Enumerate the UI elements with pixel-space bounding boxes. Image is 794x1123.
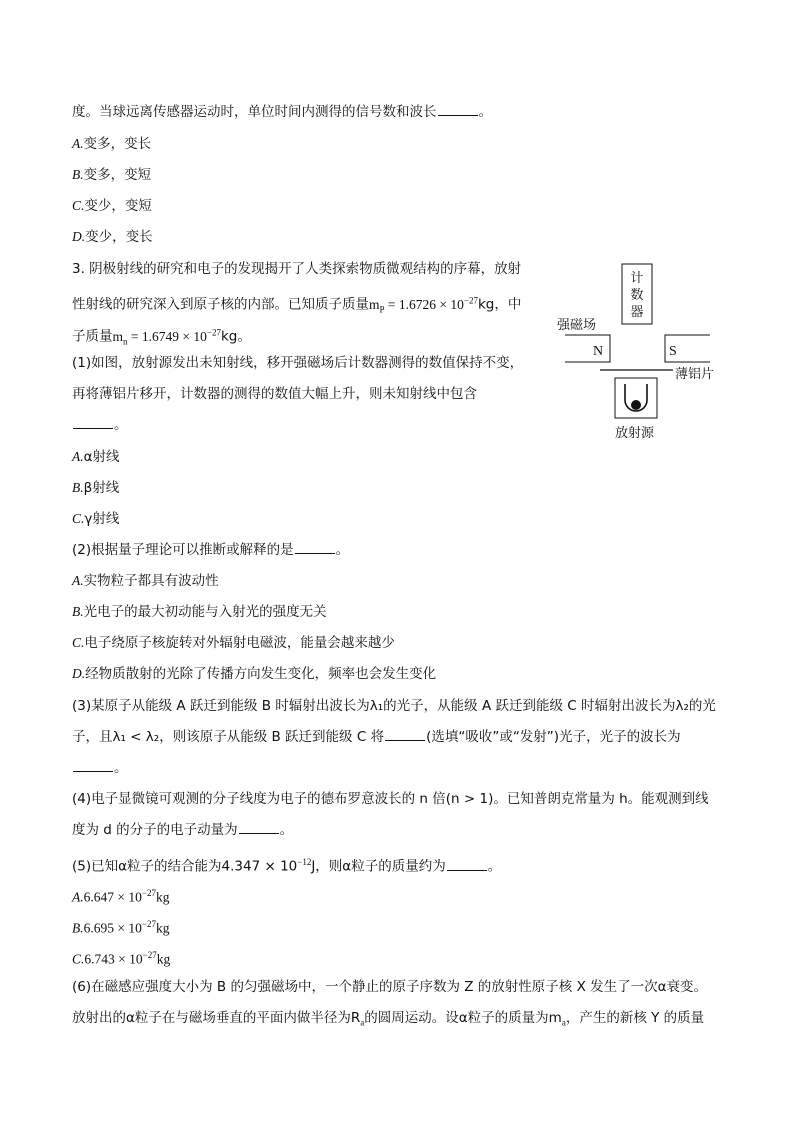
question-3-stem-line2: 性射线的研究深入到原子核的内部。已知质子质量$m_P = 1.6726 \times 10^{-27}kg$，中 [72, 295, 522, 315]
source-ball [631, 400, 641, 410]
part-2-option-c: C.电子绕原子核旋转对外辐射电磁波，能量会越来越少 [72, 635, 395, 651]
answer-blank [239, 821, 279, 834]
foil-label: 薄铝片 [675, 367, 715, 382]
source-label: 放射源 [615, 426, 655, 441]
answer-blank [447, 858, 487, 871]
answer-blank [295, 541, 335, 554]
part-1-option-c: C.γ射线 [72, 511, 120, 527]
part-5-option-a: $A.6.647 \times 10^{-27}kg$ [72, 888, 170, 905]
part-3-line3: 。 [72, 758, 128, 778]
magnet-label: 强磁场 [557, 318, 597, 333]
part-5-option-b: $B.6.695 \times 10^{-27}kg$ [72, 919, 170, 936]
part-3-line1: (3)某原子从能级 A 跃迁到能级 B 时辐射出波长为λ₁的光子，从能级 A 跃迁到能级 C 时辐射出波长为λ₂的光 [72, 698, 716, 714]
question-3-stem: 3. 阴极射线的研究和电子的发现揭开了人类探索物质微观结构的序幕，放射 [72, 261, 522, 277]
apparatus-figure [555, 262, 725, 447]
option-c: C.变少，变短 [72, 198, 152, 214]
source-box [615, 378, 657, 418]
part-3-line2: 子，且λ₁ < λ₂，则该原子从能级 B 跃迁到能级 C 将 (选填“吸收”或“发射”)光子，光子的波长为 [72, 729, 681, 745]
south-pole-label: S [669, 344, 677, 359]
answer-blank [385, 728, 425, 741]
option-a: A.变多，变长 [72, 136, 152, 152]
counter-char-3: 器 [630, 305, 644, 320]
north-pole-box [565, 335, 610, 362]
part-6-line2: 放射出的α粒子在与磁场垂直的平面内做半径为$R_a$的圆周运动。设α粒子的质量为$m_a$，产生的新核 Y 的质量 [72, 1010, 705, 1028]
option-b: B.变多，变短 [72, 167, 152, 183]
part-4-line1: (4)电子显微镜可观测的分子线度为电子的德布罗意波长的 n 倍(n > 1)。已知普朗克常量为 h。能观测到线 [72, 791, 709, 807]
part-1-line1: (1)如图，放射源发出未知射线，移开强磁场后计数器测得的数值保持不变， [72, 355, 524, 371]
north-pole-label: N [593, 344, 604, 359]
counter-char-2: 数 [630, 288, 644, 303]
counter-char-1: 计 [630, 271, 644, 286]
question-3-stem-line3: 子质量$m_n = 1.6749 \times 10^{-27}kg$。 [72, 327, 251, 347]
part-1-line3: 。 [72, 415, 128, 435]
part-2-option-d: D.经物质散射的光除了传播方向发生变化，频率也会发生变化 [72, 666, 437, 682]
option-d: D.变少，变长 [72, 229, 153, 245]
answer-blank [73, 416, 113, 429]
part-5-option-c: $C.6.743 \times 10^{-27}kg$ [72, 950, 171, 967]
answer-blank [73, 759, 113, 772]
part-1-option-a: A.α射线 [72, 449, 120, 465]
part-5-stem: (5)已知α粒子的结合能为$4.347 \times 10^{-12}J$，则α粒子的质量约为 。 [72, 857, 502, 875]
question-2-stem-end: 度。当球远离传感器运动时，单位时间内测得的信号数和波长 。 [72, 104, 492, 120]
part-2-option-b: B.光电子的最大初动能与入射光的强度无关 [72, 604, 327, 620]
apparatus-diagram [555, 262, 725, 447]
part-6-line1: (6)在磁感应强度大小为 B 的匀强磁场中，一个静止的原子序数为 Z 的放射性原子核 X 发生了一次α衰变。 [72, 979, 708, 995]
part-1-line2: 再将薄铝片移开，计数器的测得的数值大幅上升，则未知射线中包含 [72, 386, 477, 402]
part-2-option-a: A.实物粒子都具有波动性 [72, 573, 219, 589]
part-4-line2: 度为 d 的分子的电子动量为 。 [72, 822, 294, 838]
part-1-option-b: B.β射线 [72, 480, 120, 496]
part-2-stem: (2)根据量子理论可以推断或解释的是 。 [72, 542, 350, 558]
answer-blank [438, 103, 478, 116]
